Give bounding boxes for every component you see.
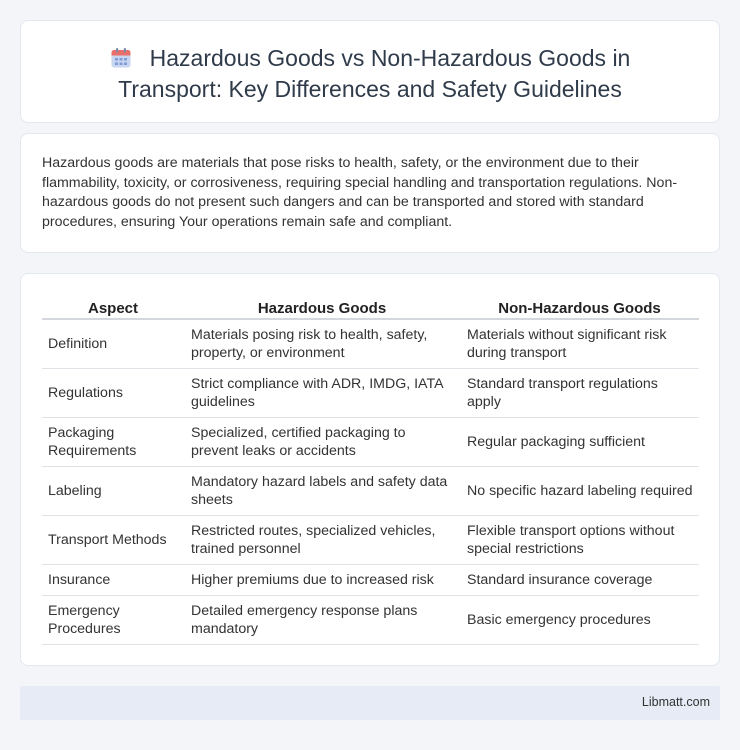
table-row: [42, 596, 699, 645]
cell-non-hazardous: Standard transport regulations apply: [460, 369, 699, 418]
footer-brand[interactable]: Libmatt.com: [641, 695, 710, 709]
cell-hazardous: Mandatory hazard labels and safety data sheets: [184, 467, 460, 516]
table-row: [42, 369, 699, 418]
header-aspect: Aspect: [42, 294, 184, 320]
cell-non-hazardous: Regular packaging sufficient: [460, 418, 699, 467]
table-row: [42, 320, 699, 369]
cell-hazardous: Specialized, certified packaging to prevent leaks or accidents: [184, 418, 460, 467]
intro-card: [20, 133, 720, 253]
cell-non-hazardous: Standard insurance coverage: [460, 565, 699, 596]
page-title: [21, 43, 719, 105]
table-row: [42, 565, 699, 596]
table-row: [42, 516, 699, 565]
title-line-1: Hazardous Goods vs Non-Hazardous Goods in: [149, 45, 631, 71]
cell-hazardous: Restricted routes, specialized vehicles, trained personnel: [184, 516, 460, 565]
cell-aspect: Transport Methods: [42, 516, 184, 565]
cell-aspect: Packaging Requirements: [42, 418, 184, 467]
cell-hazardous: Strict compliance with ADR, IMDG, IATA guidelines: [184, 369, 460, 418]
intro-paragraph: Hazardous goods are materials that pose risks to health, safety, or the environment due to their flammability, toxicity, or corrosiveness, requiring special handling and transportation regulations. Non-hazardous goods do not present such dangers and can be transported and stored with standard procedures, ensuring Your operations remain safe and compliant.: [42, 155, 678, 230]
cell-non-hazardous: Materials without significant risk during transport: [460, 320, 699, 369]
cell-aspect: Emergency Procedures: [42, 596, 184, 645]
cell-hazardous: Materials posing risk to health, safety, property, or environment: [184, 320, 460, 369]
comparison-card: [20, 273, 720, 666]
cell-aspect: Insurance: [42, 565, 184, 596]
cell-aspect: Definition: [42, 320, 184, 369]
header-non-hazardous: Non-Hazardous Goods: [460, 294, 699, 320]
cell-non-hazardous: Flexible transport options without special restrictions: [460, 516, 699, 565]
cell-hazardous: Higher premiums due to increased risk: [184, 565, 460, 596]
title-card: [20, 20, 720, 123]
table-header-row: [42, 294, 699, 320]
cell-aspect: Labeling: [42, 467, 184, 516]
header-hazardous: Hazardous Goods: [184, 294, 460, 320]
cell-non-hazardous: Basic emergency procedures: [460, 596, 699, 645]
title-line-2: Transport: Key Differences and Safety Guidelines: [118, 76, 622, 102]
cell-non-hazardous: No specific hazard labeling required: [460, 467, 699, 516]
cell-hazardous: Detailed emergency response plans mandatory: [184, 596, 460, 645]
calendar-icon: [110, 47, 132, 69]
footer-bar: [20, 686, 720, 720]
table-row: [42, 418, 699, 467]
table-row: [42, 467, 699, 516]
comparison-table: [42, 294, 699, 645]
cell-aspect: Regulations: [42, 369, 184, 418]
